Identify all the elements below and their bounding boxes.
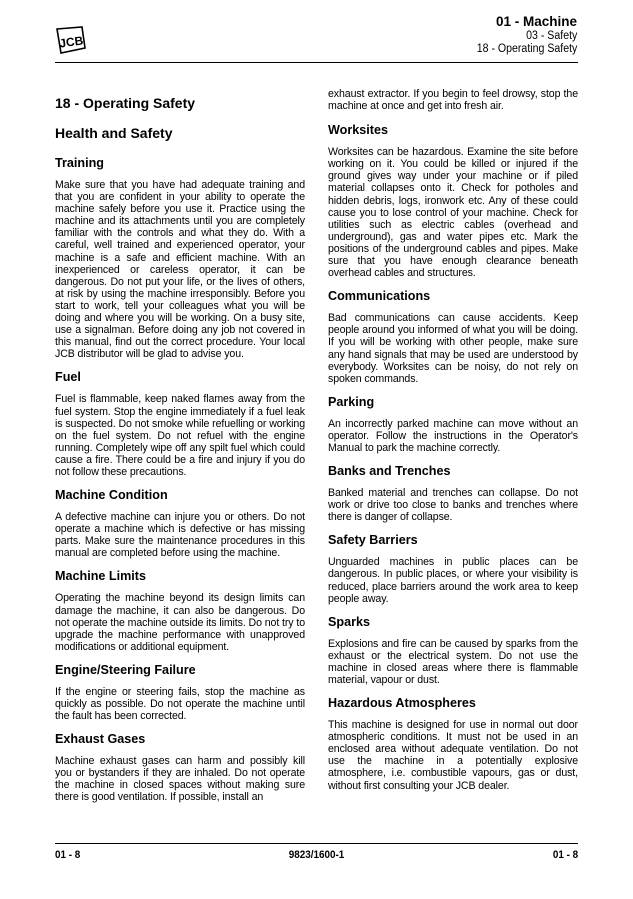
section-fuel: [55, 370, 305, 478]
section-body: An incorrectly parked machine can move without an operator. Follow the instructions in the Operator's Manual to park the machine correctly.: [328, 417, 578, 454]
chapter-title: 01 - Machine: [495, 14, 577, 29]
section-body: Worksites can be hazardous. Examine the site before working on it. You could be killed or injured if the ground gives way under your machine or if piled material collapses onto it. Check for potholes and hidden debris, logs, ironwork etc. Any of these could cause you to lose control of your machine. Check for utilities such as electric cables (overhead and underground), gas and water pipes etc. Mark the positions of the underground cables and pipes. Make sure that you have enough clearance beneath overhead cables and structures.: [328, 146, 578, 280]
section-parking: [328, 395, 578, 454]
page-title: 18 - Operating Safety: [55, 95, 196, 111]
section-communications: [328, 289, 578, 385]
subtitle: Health and Safety: [55, 125, 173, 141]
section-exhaust-gases: [55, 732, 305, 803]
section-heading: Machine Limits: [55, 569, 146, 584]
continued-text: exhaust extractor. If you begin to feel drowsy, stop the machine at once and get into fresh air.: [328, 88, 578, 113]
section-engine-steering-failure: [55, 663, 305, 722]
section-heading: Exhaust Gases: [55, 732, 146, 747]
section-body: Banked material and trenches can collapse. Do not work or drive too close to banks and trenches where there is danger of collapse.: [328, 487, 578, 524]
section-heading: Training: [55, 156, 104, 170]
section-body: Fuel is flammable, keep naked flames away from the fuel system. Stop the engine immediately if a fuel leak is suspected. Do not smoke while refuelling or working on the fuel system. Do not refuel with the engine running. Completely wipe off any spilt fuel which could cause a fire. There could be a fire and injury if you do not follow these precautions.: [55, 393, 305, 478]
section-heading: Machine Condition: [55, 488, 168, 503]
footer-document-number: 9823/1600-1: [288, 849, 345, 861]
section-heading: Banks and Trenches: [328, 464, 451, 479]
jcb-logo-icon: [55, 26, 87, 54]
section-safety-barriers: [328, 533, 578, 604]
section-heading: Worksites: [328, 123, 388, 138]
footer-divider: [55, 843, 578, 844]
section-title: 03 - Safety: [525, 30, 577, 42]
section-machine-limits: [55, 569, 305, 652]
right-column: [328, 88, 578, 802]
section-body: Machine exhaust gases can harm and possibly kill you or bystanders if they are inhaled. Do not operate the machine in closed spaces without making sure there is good ventilation. If possible, install an: [55, 755, 305, 804]
page-header: [468, 14, 577, 56]
section-sparks: [328, 615, 578, 686]
section-heading: Parking: [328, 394, 375, 409]
section-heading: Communications: [328, 289, 431, 304]
section-body: Explosions and fire can be caused by sparks from the exhaust or the electrical system. Do not use the machine in closed areas where there is flammable material, vapour or dust.: [328, 637, 578, 686]
footer-page-right: 01 - 8: [552, 849, 578, 861]
section-heading: Sparks: [328, 614, 371, 629]
left-column: [55, 88, 305, 814]
section-heading: Engine/Steering Failure: [55, 662, 196, 677]
svg-text:JCB: JCB: [58, 33, 85, 51]
section-banks-and-trenches: [328, 464, 578, 523]
section-machine-condition: [55, 488, 305, 559]
section-heading: Fuel: [55, 370, 81, 385]
section-hazardous-atmospheres: [328, 696, 578, 792]
subsection-title: 18 - Operating Safety: [476, 43, 577, 55]
section-training: [55, 156, 305, 360]
header-divider: [55, 62, 578, 63]
section-body: Unguarded machines in public places can be dangerous. In public places, or where your visibility is reduced, place barriers around the work area to keep people away.: [328, 556, 578, 605]
section-worksites: [328, 123, 578, 279]
section-body: A defective machine can injure you or others. Do not operate a machine which is defective or has missing parts. Make sure the maintenance procedures in this manual are completed before using the machine.: [55, 511, 305, 560]
section-heading: Safety Barriers: [328, 533, 418, 548]
section-body: Bad communications can cause accidents. Keep people around you informed of what you will be doing. If you will be working with other people, make sure any hand signals that may be used are understood by everybody. Worksites can be noisy, do not rely on spoken commands.: [328, 312, 578, 385]
section-heading: Hazardous Atmospheres: [328, 696, 476, 711]
section-body: Operating the machine beyond its design limits can damage the machine, it can also be dangerous. Do not operate the machine outside its limits. Do not try to upgrade the machine performance with unapproved modifications or additional equipment.: [55, 592, 305, 653]
footer-page-left: 01 - 8: [55, 849, 81, 861]
section-body: Make sure that you have had adequate training and that you are confident in your ability to operate the machine safely before you use it. Practice using the machine and its attachments until you are completely familiar with the controls and what they do. With a careful, well trained and experienced operator, your machine is a safe and efficient machine. With an inexperienced or careless operator, it can be dangerous. Do not put your life, or the lives of others, at risk by using the machine irresponsibly. Before you start to work, tell your colleagues what you will be doing and where you will be working. On a busy site, use a signalman. Before doing any job not covered in this manual, find out the correct procedure. Your local JCB distributor will be glad to advise you.: [55, 179, 305, 361]
section-body: This machine is designed for use in normal out door atmospheric conditions. It must not be used in an enclosed area without adequate ventilation. Do not use the machine in a potentially explosive atmosphere, i.e. combustible vapours, gas or dust, without first consulting your JCB dealer.: [328, 719, 578, 792]
section-body: If the engine or steering fails, stop the machine as quickly as possible. Do not operate the machine until the fault has been corrected.: [55, 685, 305, 723]
